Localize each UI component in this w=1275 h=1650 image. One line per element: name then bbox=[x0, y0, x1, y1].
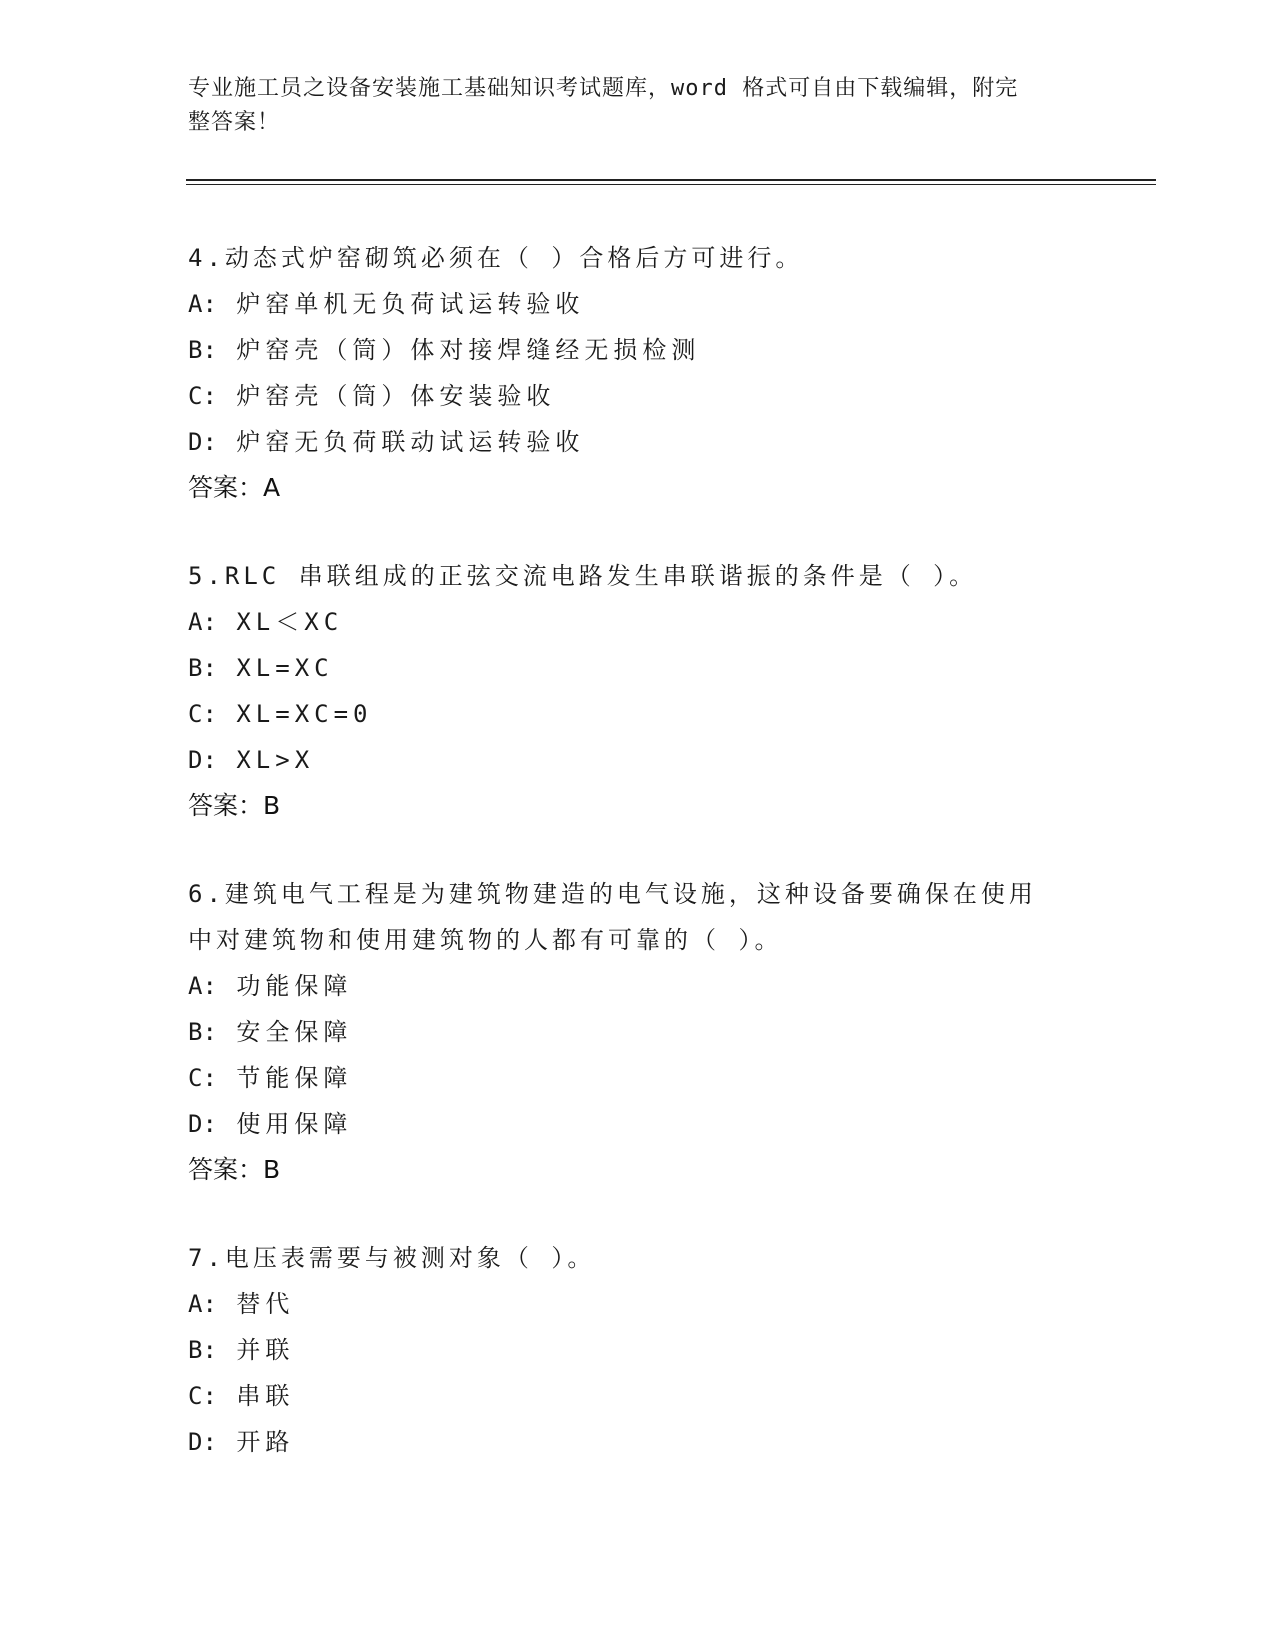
question-item bbox=[188, 235, 1088, 511]
option-text: 炉窑单机无负荷试运转验收 bbox=[236, 290, 585, 318]
option-text: 炉窑无负荷联动试运转验收 bbox=[236, 428, 585, 456]
option-label: D: bbox=[188, 1110, 217, 1138]
option-label: C: bbox=[188, 700, 217, 728]
option-text: 节能保障 bbox=[236, 1064, 353, 1092]
answer-option bbox=[188, 1327, 1088, 1373]
answer-key: 答案：A bbox=[188, 473, 281, 502]
option-label: D: bbox=[188, 1428, 217, 1456]
option-label: B: bbox=[188, 1336, 217, 1364]
question-list bbox=[188, 235, 1088, 1507]
header-line-2: 整答案！ bbox=[188, 110, 281, 135]
option-text: XL>X bbox=[236, 746, 315, 774]
option-label: A: bbox=[188, 290, 217, 318]
answer-option bbox=[188, 1419, 1088, 1465]
answer-option bbox=[188, 373, 1088, 419]
answer-option bbox=[188, 419, 1088, 465]
header-line-1: 专业施工员之设备安装施工基础知识考试题库，word 格式可自由下载编辑，附完 bbox=[188, 76, 1019, 101]
answer-option bbox=[188, 691, 1088, 737]
option-text: 串联 bbox=[236, 1382, 295, 1410]
answer-option bbox=[188, 963, 1088, 1009]
answer-key: 答案：B bbox=[188, 1155, 281, 1184]
option-label: A: bbox=[188, 1290, 217, 1318]
answer-option bbox=[188, 1009, 1088, 1055]
question-item bbox=[188, 871, 1088, 1193]
question-stem: 6.建筑电气工程是为建筑物建造的电气设施，这种设备要确保在使用 bbox=[188, 880, 1037, 908]
option-label: B: bbox=[188, 654, 217, 682]
option-label: C: bbox=[188, 1382, 217, 1410]
answer-option bbox=[188, 1373, 1088, 1419]
question-stem: 7.电压表需要与被测对象（ ）。 bbox=[188, 1244, 596, 1272]
question-stem: 4.动态式炉窑砌筑必须在（ ）合格后方可进行。 bbox=[188, 244, 804, 272]
option-text: XL＜XC bbox=[236, 608, 344, 636]
document-header bbox=[188, 72, 1068, 140]
answer-option bbox=[188, 327, 1088, 373]
header-divider-top bbox=[186, 179, 1156, 181]
option-label: B: bbox=[188, 1018, 217, 1046]
question-item bbox=[188, 553, 1088, 829]
answer-option bbox=[188, 737, 1088, 783]
option-text: XL=XC bbox=[236, 654, 334, 682]
option-label: C: bbox=[188, 382, 217, 410]
option-label: D: bbox=[188, 428, 217, 456]
answer-option bbox=[188, 281, 1088, 327]
answer-option bbox=[188, 1281, 1088, 1327]
option-label: C: bbox=[188, 1064, 217, 1092]
option-text: 使用保障 bbox=[236, 1110, 353, 1138]
option-text: 炉窑壳（筒）体安装验收 bbox=[236, 382, 556, 410]
question-stem: 5.RLC 串联组成的正弦交流电路发生串联谐振的条件是（ ）。 bbox=[188, 562, 978, 590]
option-label: D: bbox=[188, 746, 217, 774]
answer-option bbox=[188, 599, 1088, 645]
option-text: 开路 bbox=[236, 1428, 295, 1456]
question-item bbox=[188, 1235, 1088, 1465]
option-text: 替代 bbox=[236, 1290, 295, 1318]
header-divider-bottom bbox=[186, 184, 1156, 185]
option-label: A: bbox=[188, 972, 217, 1000]
option-label: B: bbox=[188, 336, 217, 364]
answer-option bbox=[188, 1055, 1088, 1101]
option-text: 并联 bbox=[236, 1336, 295, 1364]
option-text: 炉窑壳（筒）体对接焊缝经无损检测 bbox=[236, 336, 701, 364]
answer-option bbox=[188, 1101, 1088, 1147]
option-label: A: bbox=[188, 608, 217, 636]
option-text: XL=XC=0 bbox=[236, 700, 373, 728]
question-stem: 中对建筑物和使用建筑物的人都有可靠的（ ）。 bbox=[188, 926, 783, 954]
option-text: 安全保障 bbox=[236, 1018, 353, 1046]
answer-option bbox=[188, 645, 1088, 691]
option-text: 功能保障 bbox=[236, 972, 353, 1000]
answer-key: 答案：B bbox=[188, 791, 281, 820]
